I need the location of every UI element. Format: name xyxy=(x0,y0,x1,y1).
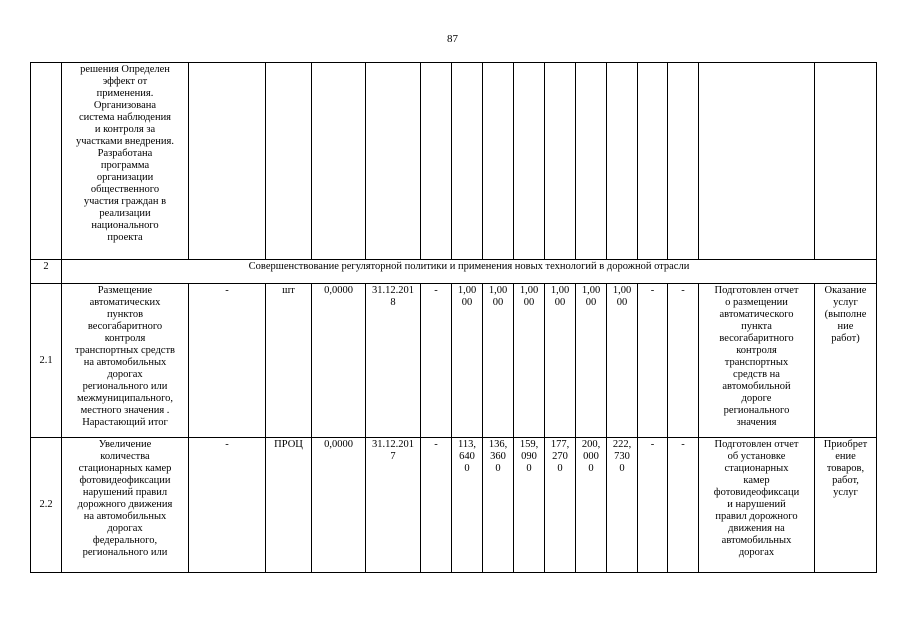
value-cell xyxy=(576,63,607,260)
value-cell: 1,00 00 xyxy=(545,284,576,438)
section-title: Совершенствование регуляторной политики и применения новых технологий в дорожной отрасли xyxy=(62,260,877,284)
base-date-cell: 31.12.201 8 xyxy=(366,284,421,438)
base-date-cell xyxy=(366,63,421,260)
value-cell: - xyxy=(638,284,668,438)
value-cell: 222, 730 0 xyxy=(607,438,638,573)
event-name: Увеличение количества стационарных камер фотовидеофиксации нарушений правил дорожного движения на автомобильных дорогах федерального, регионального или xyxy=(62,438,189,573)
result-cell: Подготовлен отчет о размещении автоматического пункта весогабаритного контроля транспортных средств на автомобильной дороге регионального значения xyxy=(699,284,815,438)
value-cell xyxy=(638,63,668,260)
base-value-cell xyxy=(312,63,366,260)
base-value-cell: 0,0000 xyxy=(312,284,366,438)
value-cell xyxy=(545,63,576,260)
value-cell: 1,00 00 xyxy=(452,284,483,438)
row-number: 2.2 xyxy=(31,438,62,573)
type-cell xyxy=(815,63,877,260)
table-row xyxy=(31,63,877,260)
value-cell: 200, 000 0 xyxy=(576,438,607,573)
value-cell: 177, 270 0 xyxy=(545,438,576,573)
plan-table xyxy=(30,62,877,573)
value-cell: 1,00 00 xyxy=(576,284,607,438)
value-cell xyxy=(483,63,514,260)
value-cell: - xyxy=(638,438,668,573)
indicator-cell xyxy=(189,63,266,260)
event-name: Размещение автоматических пунктов весогабаритного контроля транспортных средств на автомобильных дорогах регионального или межмуниципального, местного значения . Нарастающий итог xyxy=(62,284,189,438)
value-cell: 113, 640 0 xyxy=(452,438,483,573)
unit-cell xyxy=(266,63,312,260)
value-cell: - xyxy=(421,284,452,438)
type-cell: Приобрет ение товаров, работ, услуг xyxy=(815,438,877,573)
table-row xyxy=(31,438,877,573)
value-cell: - xyxy=(668,438,699,573)
row-number xyxy=(31,63,62,260)
value-cell xyxy=(421,63,452,260)
type-cell: Оказание услуг (выполне ние работ) xyxy=(815,284,877,438)
value-cell: 159, 090 0 xyxy=(514,438,545,573)
section-number: 2 xyxy=(31,260,62,284)
event-name: решения Определен эффект от применения. Организована система наблюдения и контроля за участками внедрения. Разработана программа организации общественного участия граждан в реализации национального проекта xyxy=(62,63,189,260)
indicator-cell: - xyxy=(189,438,266,573)
value-cell xyxy=(452,63,483,260)
row-number: 2.1 xyxy=(31,284,62,438)
result-cell xyxy=(699,63,815,260)
value-cell xyxy=(514,63,545,260)
value-cell: 1,00 00 xyxy=(514,284,545,438)
result-cell: Подготовлен отчет об установке стационарных камер фотовидеофиксаци и нарушений правил дорожного движения на автомобильных дорогах xyxy=(699,438,815,573)
unit-cell: шт xyxy=(266,284,312,438)
indicator-cell: - xyxy=(189,284,266,438)
value-cell xyxy=(607,63,638,260)
value-cell: 1,00 00 xyxy=(607,284,638,438)
section-row xyxy=(31,260,877,284)
table-row xyxy=(31,284,877,438)
value-cell: - xyxy=(421,438,452,573)
base-date-cell: 31.12.201 7 xyxy=(366,438,421,573)
value-cell: 136, 360 0 xyxy=(483,438,514,573)
page-number: 87 xyxy=(447,33,458,45)
base-value-cell: 0,0000 xyxy=(312,438,366,573)
unit-cell: ПРОЦ xyxy=(266,438,312,573)
value-cell: - xyxy=(668,284,699,438)
value-cell xyxy=(668,63,699,260)
value-cell: 1,00 00 xyxy=(483,284,514,438)
